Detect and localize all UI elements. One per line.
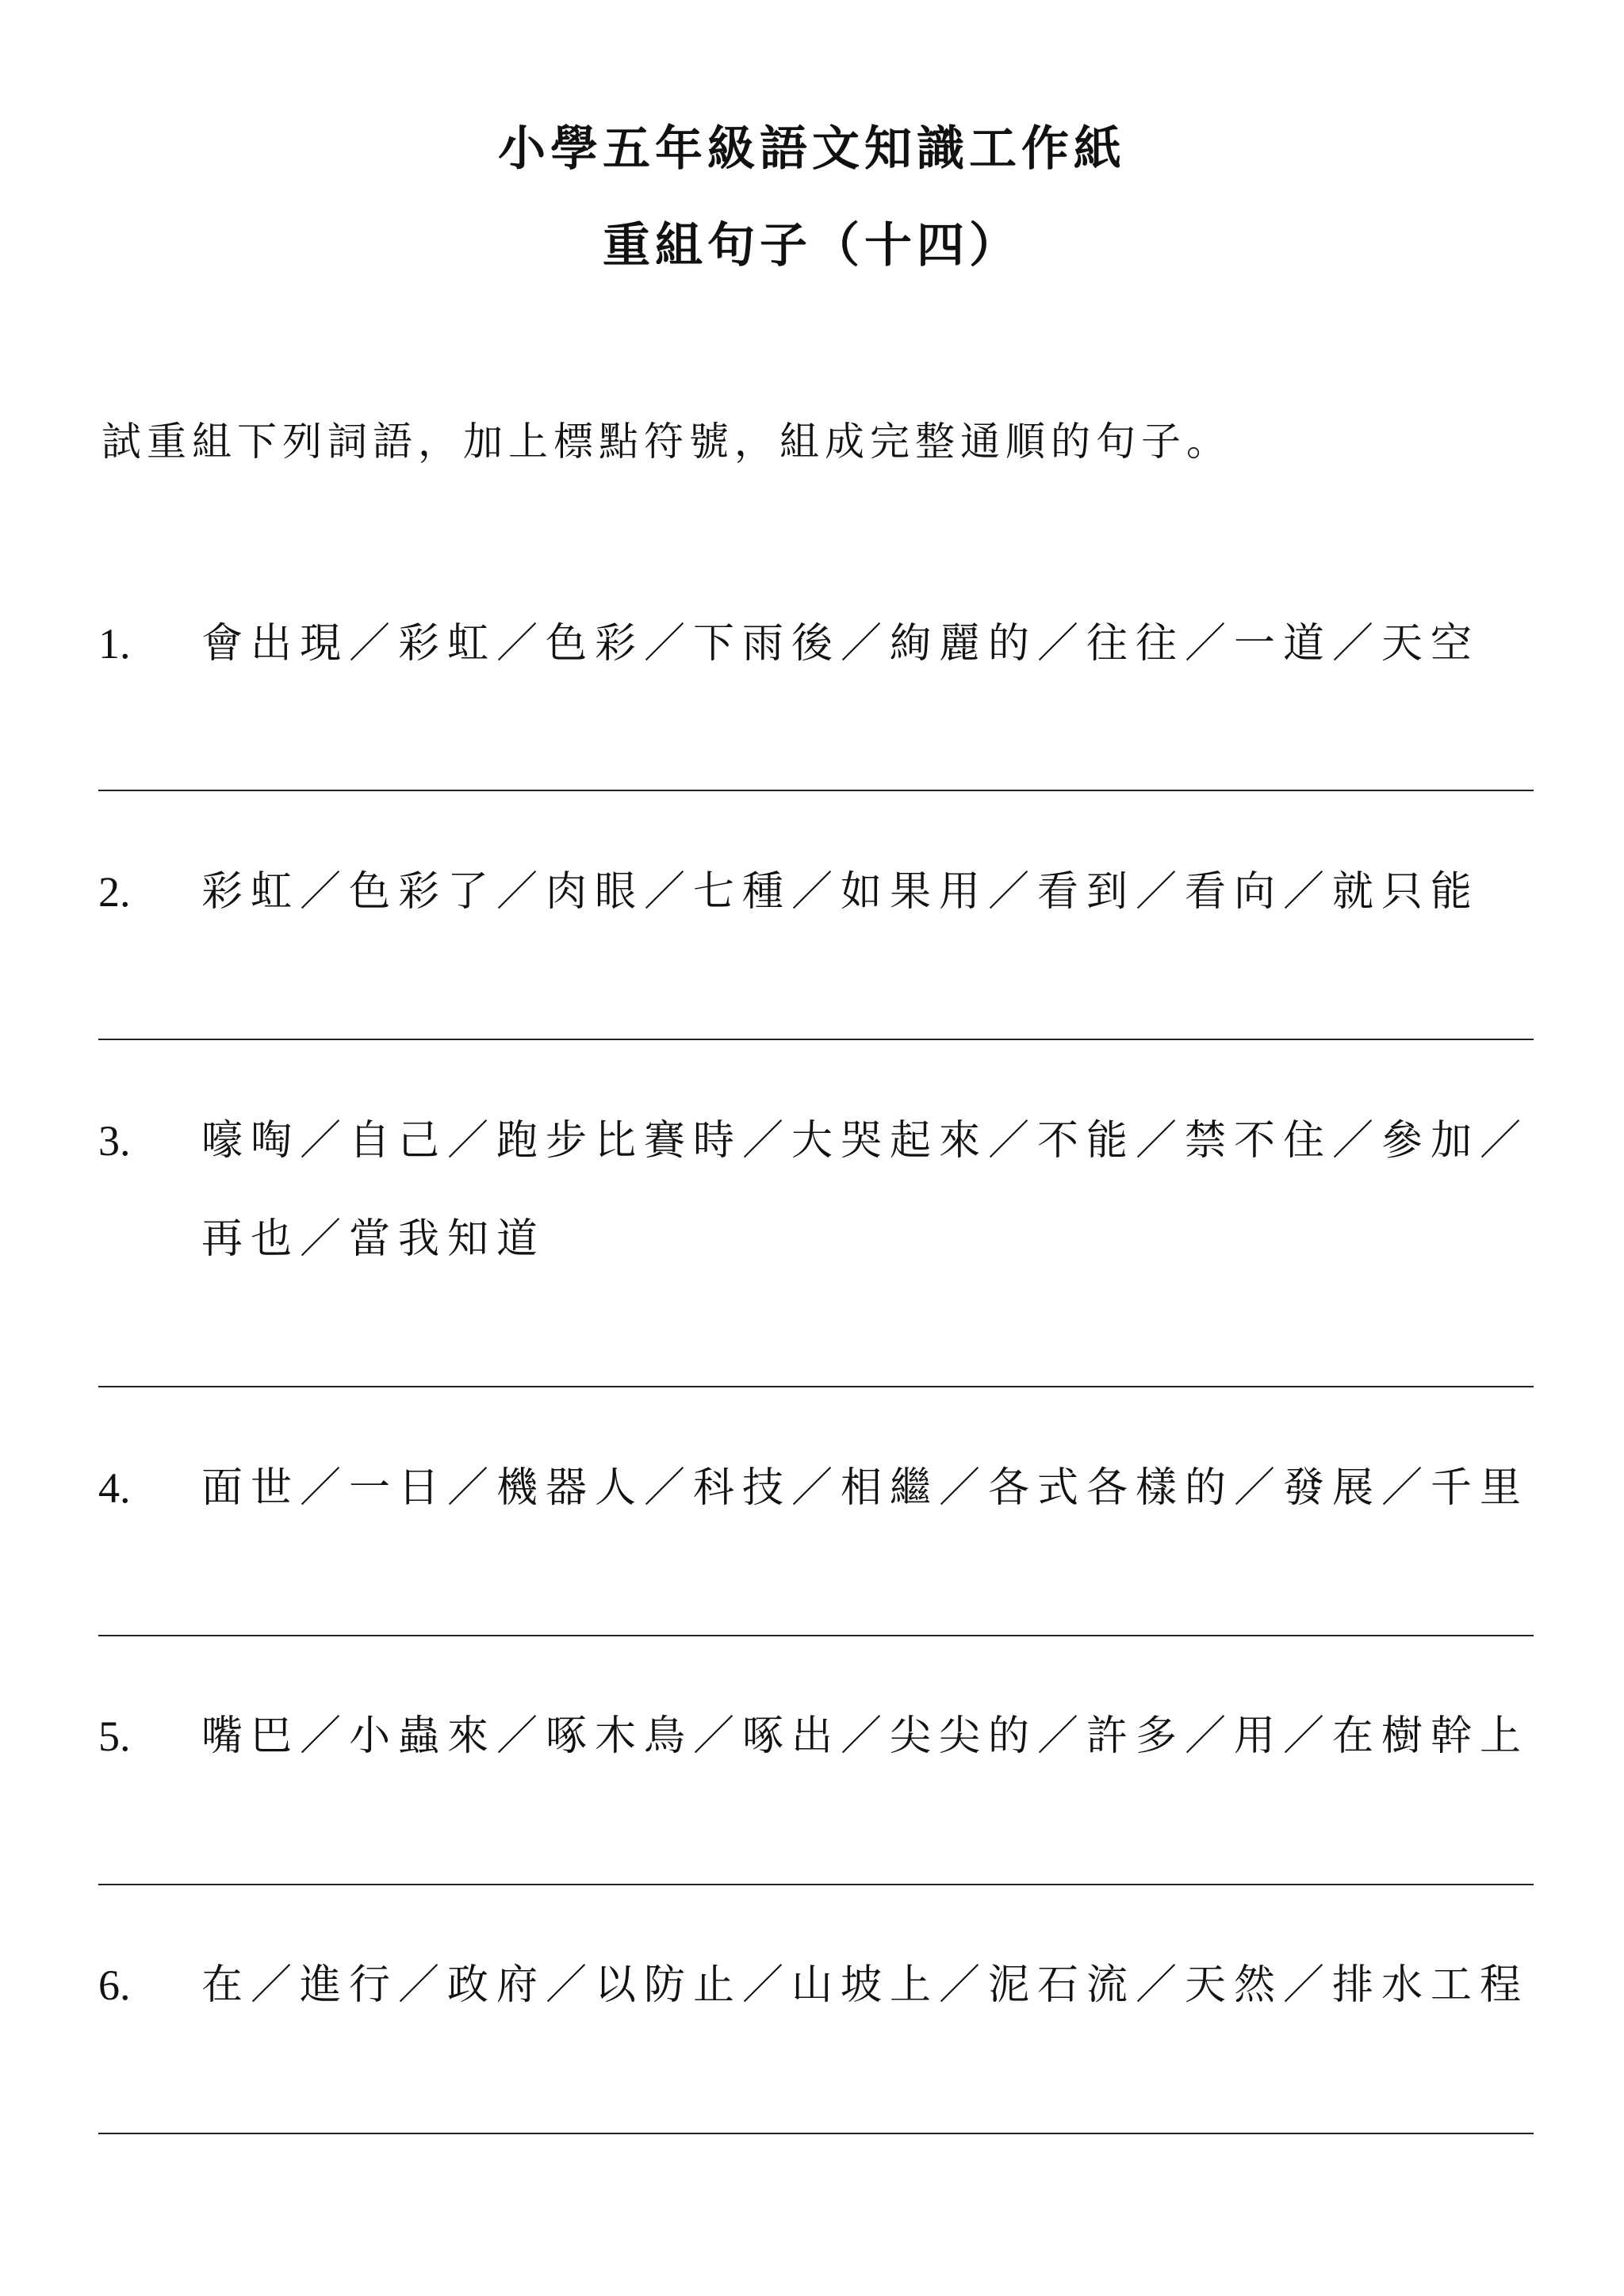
question-words: 面世／一日／機器人／科技／相繼／各式各樣的／發展／千里	[201, 1464, 1530, 1512]
instruction-text: 試重組下列詞語，加上標點符號，組成完整通順的句子。	[102, 419, 1231, 465]
answer-line[interactable]	[98, 1884, 1534, 1885]
answer-line[interactable]	[98, 1039, 1534, 1040]
answer-line[interactable]	[98, 790, 1534, 791]
page-subtitle: 重組句子（十四）	[603, 218, 1021, 274]
question-number: 6.	[98, 1961, 131, 2009]
answer-line[interactable]	[98, 1386, 1534, 1387]
question-words: 嚎啕／自己／跑步比賽時／大哭起來／不能／禁不住／參加／再也／當我知道	[201, 1117, 1530, 1263]
question-words: 彩虹／色彩了／肉眼／七種／如果用／看到／看向／就只能	[201, 868, 1480, 916]
question-words: 會出現／彩虹／色彩／下雨後／絢麗的／往往／一道／天空	[201, 620, 1480, 668]
question-number: 2.	[98, 868, 131, 916]
question-number: 5.	[98, 1712, 131, 1760]
question-number: 4.	[98, 1464, 131, 1512]
question-number: 1.	[98, 620, 131, 668]
question-words: 在／進行／政府／以防止／山坡上／泥石流／天然／排水工程	[201, 1961, 1530, 2009]
page-title: 小學五年級語文知識工作紙	[498, 121, 1126, 177]
question-number: 3.	[98, 1117, 131, 1165]
answer-line[interactable]	[98, 2133, 1534, 2134]
answer-line[interactable]	[98, 1635, 1534, 1636]
question-words: 嘴巴／小蟲來／啄木鳥／啄出／尖尖的／許多／用／在樹幹上	[201, 1712, 1530, 1760]
